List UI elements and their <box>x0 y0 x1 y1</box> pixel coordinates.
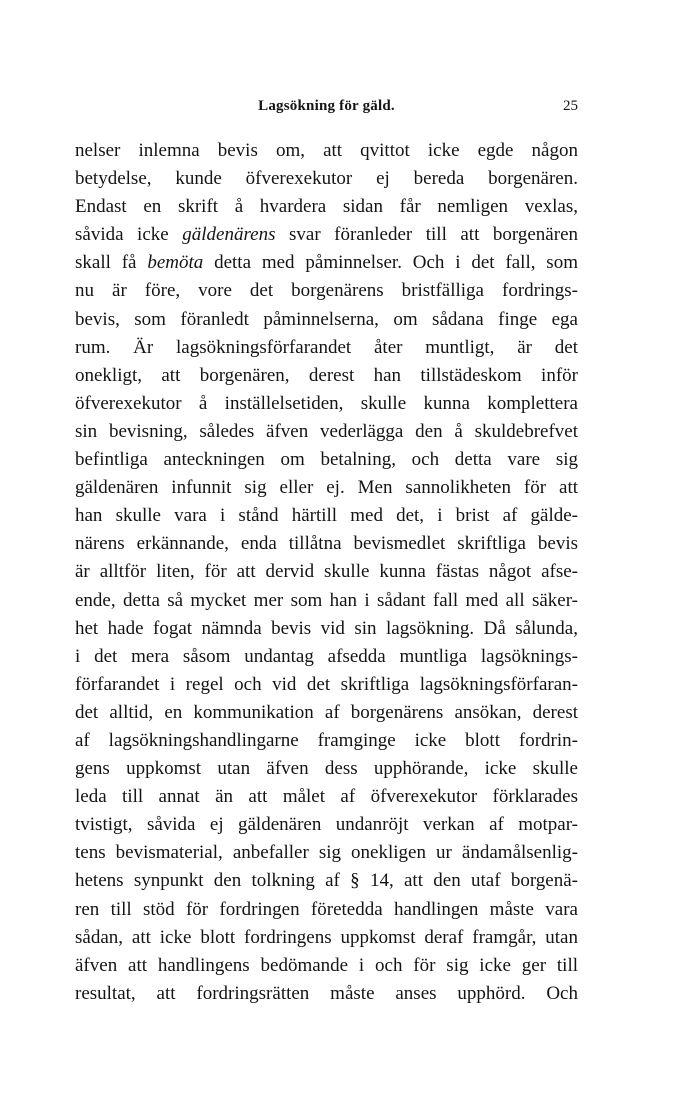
text-line <box>75 502 578 530</box>
text-line <box>75 811 578 839</box>
text-segment: nelser inlemna bevis om, att qvittot icke egde någon <box>75 140 578 161</box>
text-segment: hetens synpunkt den tolkning af § 14, att den utaf borgenä- <box>75 870 578 892</box>
text-line <box>75 755 578 783</box>
text-segment: ren till stöd för fordringen företedda handlingen måste vara <box>75 898 578 920</box>
text-segment: leda till annat än att målet af öfverexekutor förklarades <box>75 786 578 808</box>
text-line <box>75 783 578 811</box>
text-segment: förfarandet i regel och vid det skriftliga lagsökningsförfaran- <box>75 673 578 695</box>
text-line <box>75 277 578 305</box>
text-line <box>75 727 578 755</box>
text-segment: närens erkännande, enda tillåtna bevismedlet skriftliga bevis <box>75 533 578 555</box>
text-line <box>75 952 578 980</box>
text-line <box>75 558 578 586</box>
text-line <box>75 980 578 1008</box>
text-segment: bevis, som föranledt påminnelserna, om sådana finge ega <box>75 308 578 330</box>
text-line <box>75 699 578 727</box>
text-line <box>75 362 578 390</box>
text-segment: han skulle vara i stånd härtill med det, i brist af gälde- <box>75 505 578 527</box>
text-segment: tens bevismaterial, anbefaller sig onekligen ur ändamålsenlig- <box>75 842 578 864</box>
text-segment: sin bevisning, således äfven vederlägga den å skuldebrefvet <box>75 420 578 442</box>
text-segment: i det mera såsom undantag afsedda muntliga lagsöknings- <box>75 645 578 667</box>
text-segment: het hade fogat nämnda bevis vid sin lagsökning. Då sålunda, <box>75 617 578 639</box>
text-line <box>75 587 578 615</box>
text-line <box>75 390 578 418</box>
text-line <box>75 165 578 193</box>
text-segment: sådan, att icke blott fordringens uppkomst deraf framgår, utan <box>75 926 578 948</box>
text-segment: nu är före, vore det borgenärens bristfälliga fordrings- <box>75 280 578 302</box>
text-segment: är alltför liten, för att dervid skulle kunna fästas något afse- <box>75 561 578 583</box>
text-segment: tvistigt, såvida ej gäldenären undanröjt verkan af motpar- <box>75 814 578 836</box>
text-line <box>75 137 578 165</box>
text-segment: såvida icke <box>75 224 183 246</box>
text-segment: Endast en skrift å hvardera sidan får nemligen vexlas, <box>75 196 578 218</box>
body-text <box>75 137 578 1008</box>
text-line <box>75 839 578 867</box>
text-segment: resultat, att fordringsrätten måste anses upphörd. Och <box>75 982 578 1004</box>
text-line <box>75 867 578 895</box>
text-segment: ende, detta så mycket mer som han i sådant fall med all säker- <box>75 589 578 611</box>
text-segment: äfven att handlingens bedömande i och för sig icke ger till <box>75 954 578 976</box>
text-line <box>75 418 578 446</box>
text-line <box>75 643 578 671</box>
text-segment: befintliga anteckningen om betalning, och detta vare sig <box>75 449 578 471</box>
text-segment: gens uppkomst utan äfven dess upphörande, icke skulle <box>75 758 578 780</box>
page-header <box>75 96 578 120</box>
text-line <box>75 306 578 334</box>
text-segment: betydelse, kunde öfverexekutor ej bereda borgenären. <box>75 168 578 190</box>
page-number: 25 <box>563 98 578 114</box>
running-head: Lagsökning för gäld. <box>258 98 395 114</box>
text-line <box>75 474 578 502</box>
text-segment: skall få <box>75 252 148 274</box>
text-line <box>75 671 578 699</box>
text-segment: svar föranleder till att borgenären <box>275 224 578 246</box>
text-segment: det alltid, en kommunikation af borgenärens ansökan, derest <box>75 701 578 723</box>
text-line <box>75 615 578 643</box>
text-line <box>75 924 578 952</box>
text-segment: öfverexekutor å inställelsetiden, skulle kunna komplettera <box>75 392 578 414</box>
text-line <box>75 249 578 277</box>
text-line <box>75 530 578 558</box>
text-segment: af lagsökningshandlingarne framginge icke blott fordrin- <box>75 729 578 751</box>
text-segment: onekligt, att borgenären, derest han tillstädeskom inför <box>75 364 578 386</box>
italic-term: gäldenärens <box>182 224 276 246</box>
text-line <box>75 896 578 924</box>
text-segment: gäldenären infunnit sig eller ej. Men sannolikheten för att <box>75 477 578 499</box>
text-line <box>75 221 578 249</box>
italic-term: bemöta <box>147 252 204 274</box>
text-line <box>75 193 578 221</box>
text-line <box>75 446 578 474</box>
text-segment: detta med påminnelser. Och i det fall, som <box>203 252 578 274</box>
text-line <box>75 334 578 362</box>
text-segment: rum. Är lagsökningsförfarandet åter muntligt, är det <box>75 336 578 358</box>
